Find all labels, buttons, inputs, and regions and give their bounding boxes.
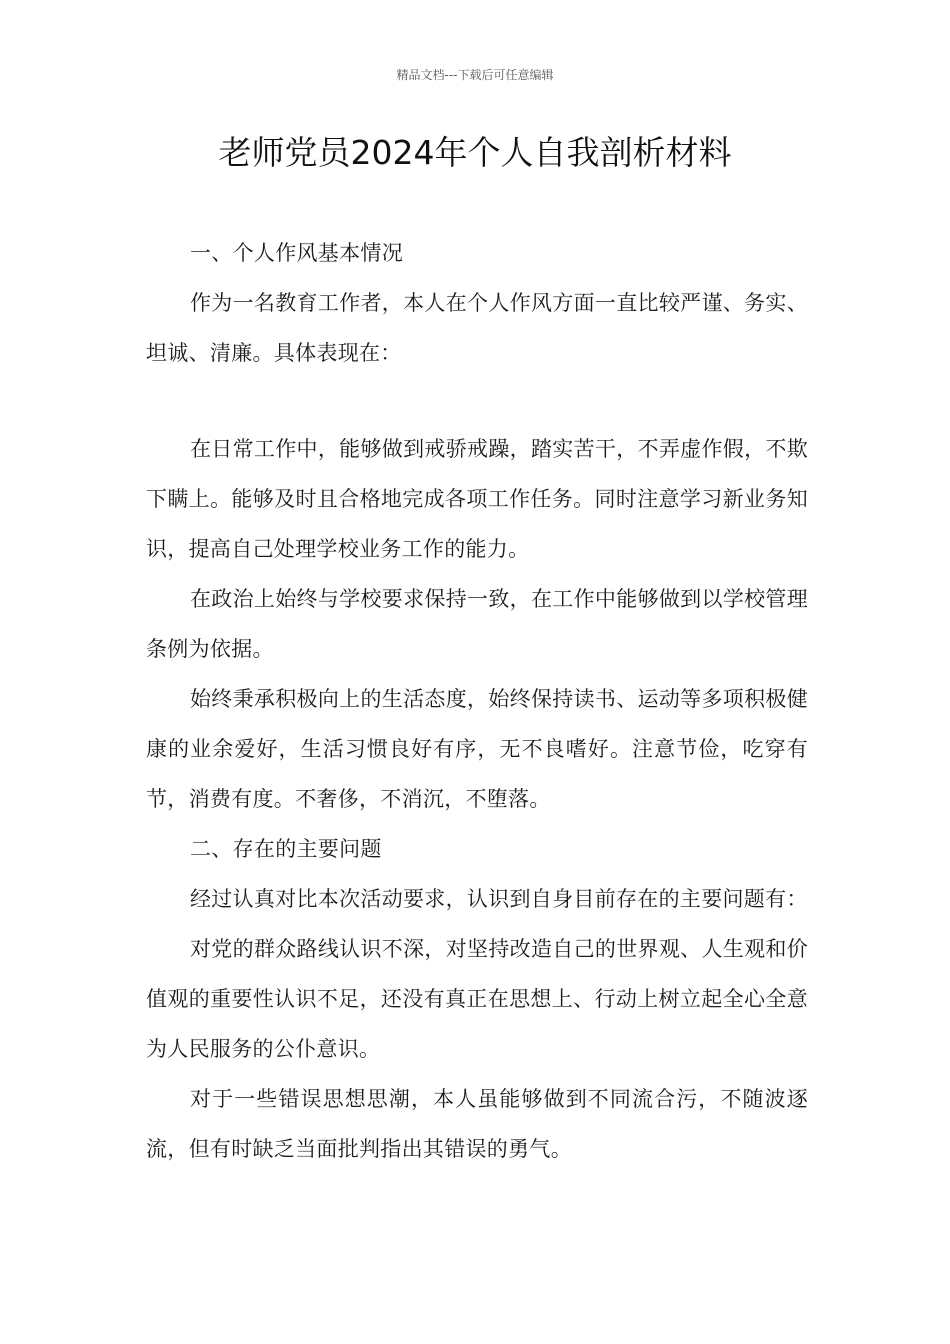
document-title: 老师党员2024年个人自我剖析材料 [218,133,732,172]
paragraph-intro: 作为一名教育工作者，本人在个人作风方面一直比较严谨、务实、坦诚、清廉。具体表现在： [146,291,808,365]
document-body [146,228,808,1174]
paragraph-problem-2: 对于一些错误思想思潮，本人虽能够做到不同流合污，不随波逐流，但有时缺乏当面批判指出其错误的勇气。 [146,1087,808,1161]
header-note: 精品文档---下载后可任意编辑 [396,68,554,82]
paragraph-problem-1: 对党的群众路线认识不深，对坚持改造自己的世界观、人生观和价值观的重要性认识不足，还没有真正在思想上、行动上树立起全心全意为人民服务的公仆意识。 [146,937,808,1061]
paragraph-problems-intro: 经过认真对比本次活动要求，认识到自身目前存在的主要问题有： [190,887,808,911]
section-heading-2: 二、存在的主要问题 [190,837,382,861]
section-heading-1: 一、个人作风基本情况 [190,241,403,265]
paragraph-politics: 在政治上始终与学校要求保持一致，在工作中能够做到以学校管理条例为依据。 [146,587,808,661]
paragraph-work: 在日常工作中，能够做到戒骄戒躁，踏实苦干，不弄虚作假，不欺下瞒上。能够及时且合格地完成各项工作任务。同时注意学习新业务知识，提高自己处理学校业务工作的能力。 [146,437,808,561]
paragraph-lifestyle: 始终秉承积极向上的生活态度，始终保持读书、运动等多项积极健康的业余爱好，生活习惯良好有序，无不良嗜好。注意节俭，吃穿有节，消费有度。不奢侈，不消沉，不堕落。 [146,687,808,811]
